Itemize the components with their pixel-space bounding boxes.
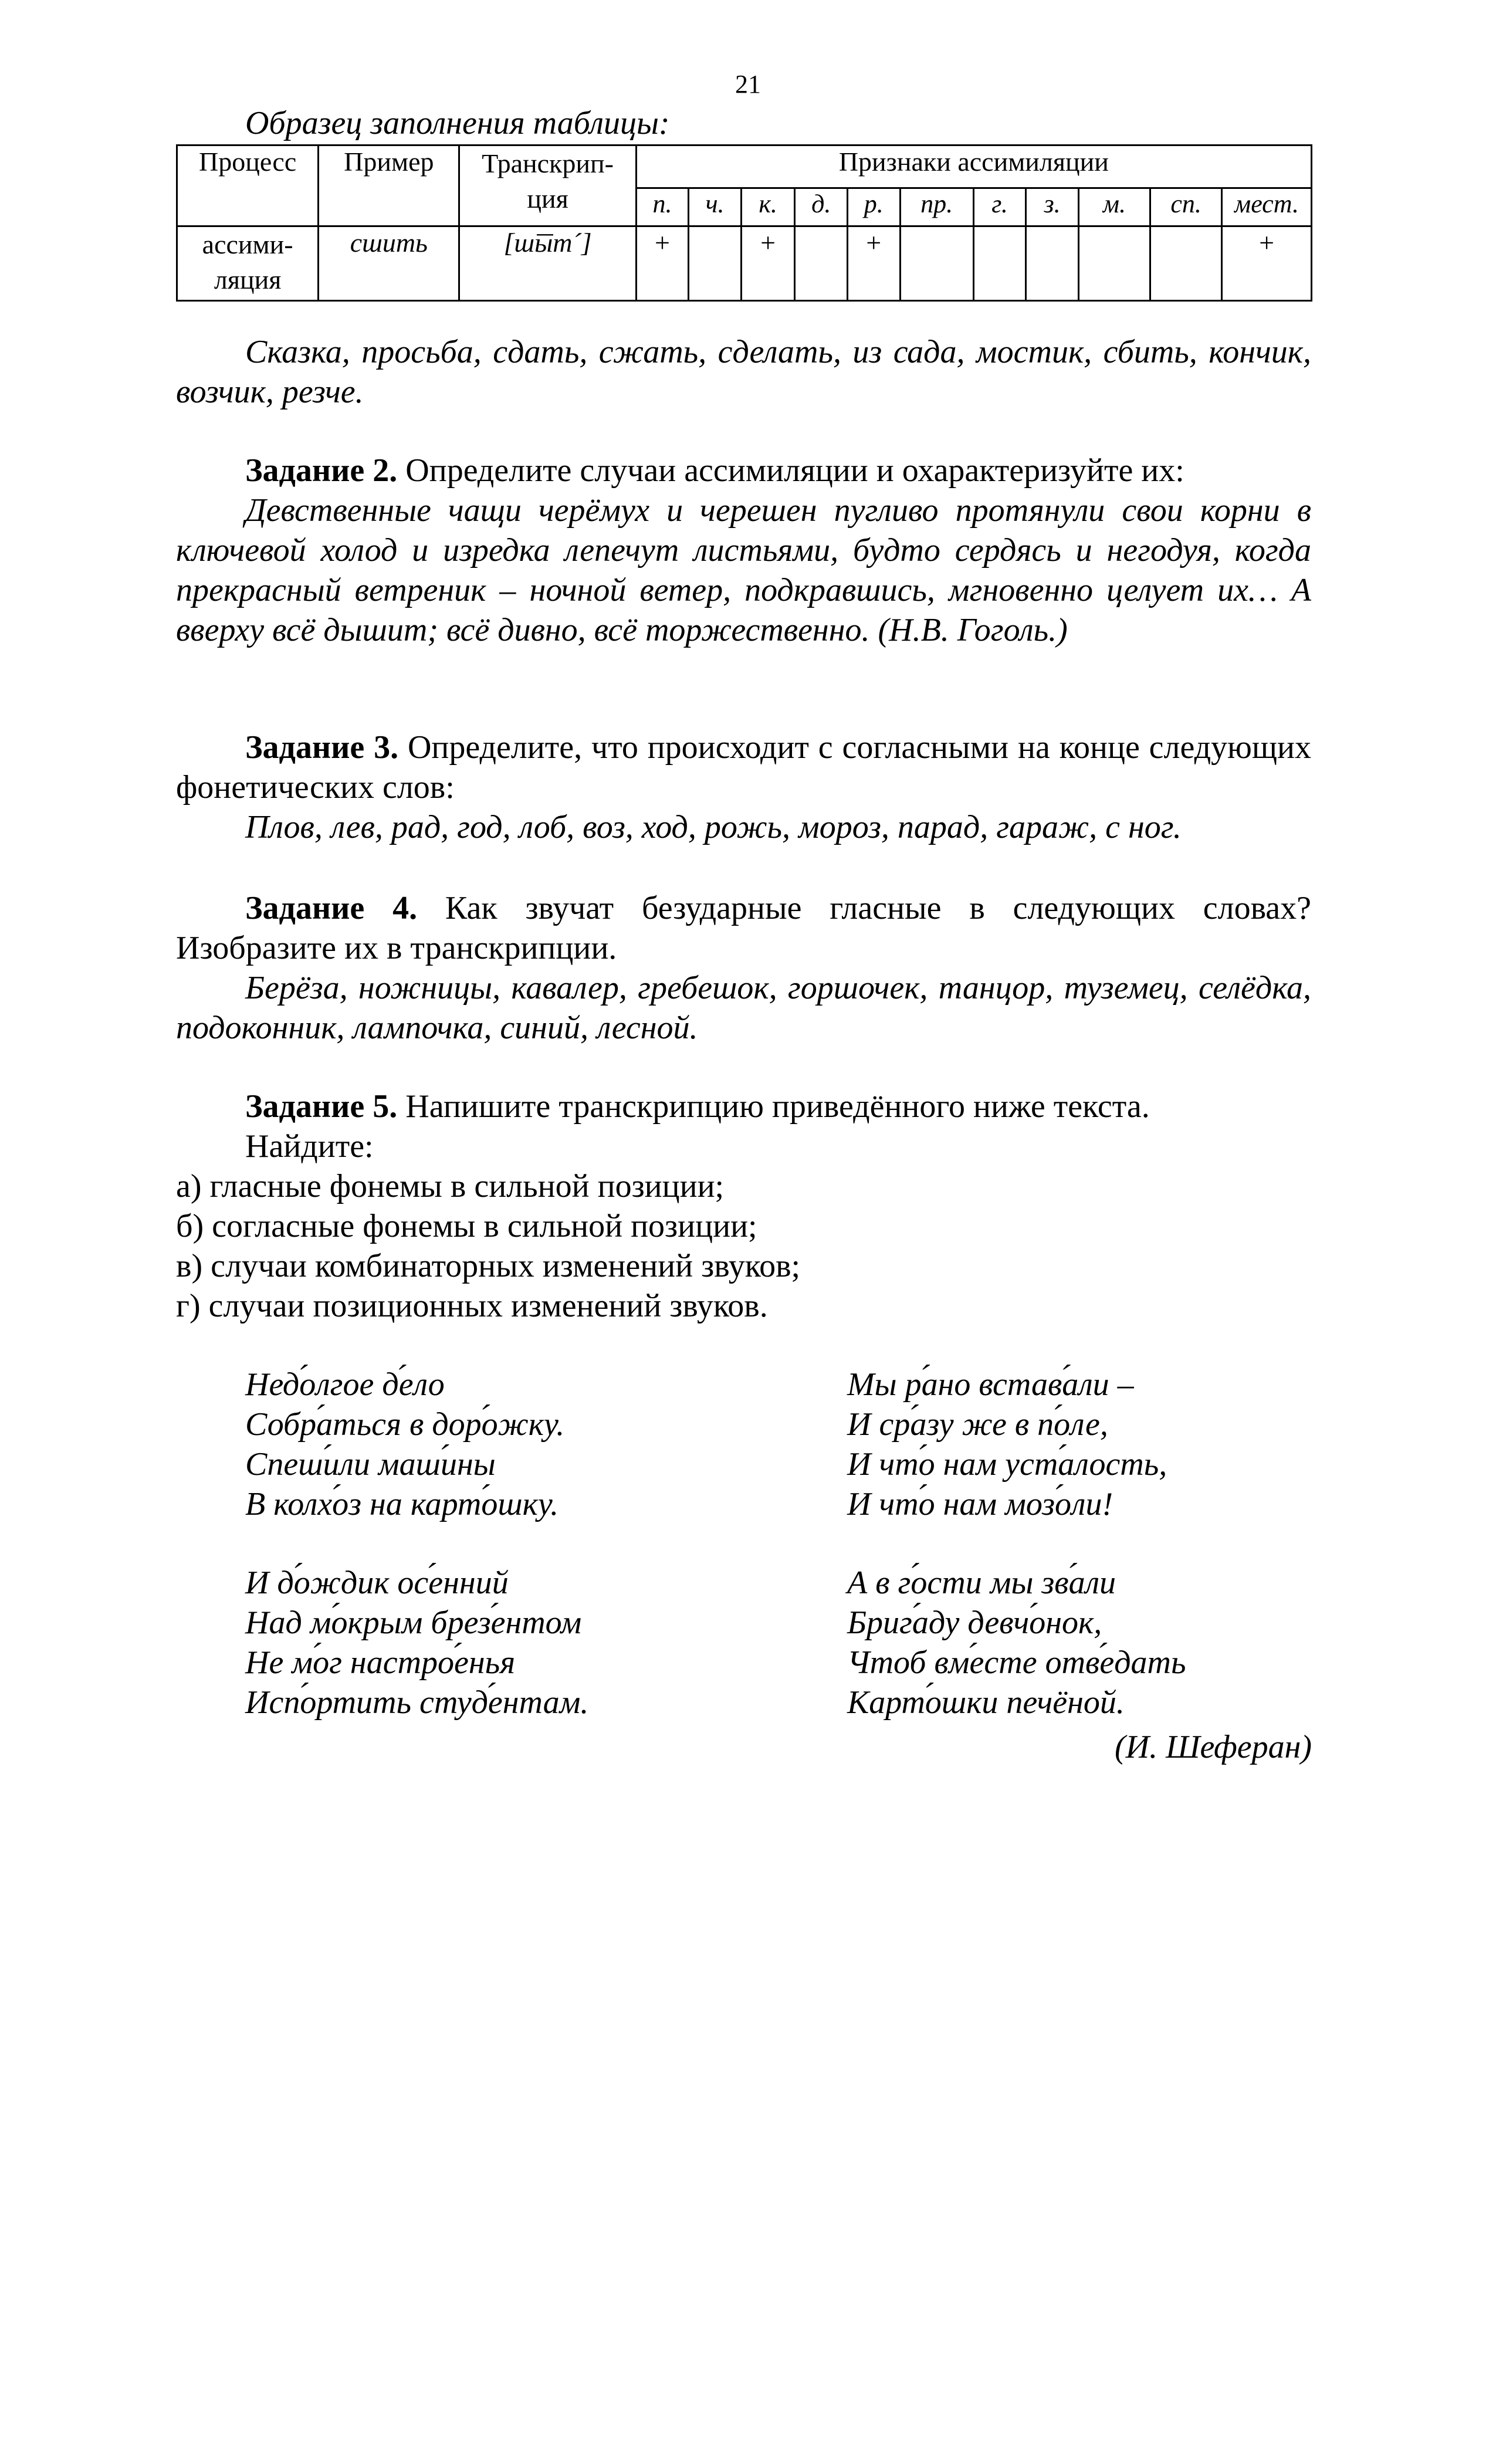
poem-line: Испо ́ртить студе ́нтам. [245, 1683, 588, 1722]
poem-line: Мы ра ́но встава ́ли – [847, 1365, 1167, 1404]
sub-header-cell: к. [741, 188, 795, 226]
task-4-text: Как звучат безударные гласные в следующих словах? Изобразите их в транскрипции. [176, 890, 1311, 966]
words-list [176, 332, 1311, 412]
poem-line: Брига ́ду девчо ́нок, [847, 1603, 1186, 1643]
header-example: Пример [319, 145, 459, 226]
task-4-heading [176, 888, 1311, 968]
task-3-heading [176, 727, 1311, 807]
poem-line: И сра ́зу же в по ́ле, [847, 1404, 1167, 1444]
sub-header-cell: р. [848, 188, 901, 226]
assimilation-table [176, 144, 1312, 302]
table-row [177, 226, 1312, 301]
header-process: Процесс [177, 145, 319, 226]
task-5-label: Задание 5. [245, 1088, 398, 1125]
task-2 [176, 451, 1311, 650]
poem-line: Чтоб вме ́сте отве ́дать [847, 1643, 1186, 1683]
sub-header-cell: пр. [900, 188, 973, 226]
header-transcription-line2: ция [527, 184, 568, 214]
sub-header-cell: м. [1078, 188, 1150, 226]
header-transcription [459, 145, 636, 226]
sub-header-cell: г. [973, 188, 1026, 226]
poem-line: Не мо ́г настрое ́нья [245, 1643, 588, 1683]
task-2-quote: Девственные чащи черёмух и черешен пугливо протянули свои корни в ключевой холод и изредка лепечут листьями, будто сердясь и негодуя, когда прекрасный ветреник – ночной ветер, подкравшись, мгновенно целует их… А вверху всё дышит; всё дивно, всё торжественно. (Н.В. Гоголь.) [176, 492, 1311, 648]
mark-cell [1150, 226, 1222, 301]
poem-author: (И. Шеферан) [1115, 1729, 1312, 1765]
task-2-heading [176, 451, 1311, 490]
row-transcription: [ш͞ыт´] [459, 226, 636, 301]
header-transcription-line1: Транскрип- [482, 148, 614, 178]
mark-cell [973, 226, 1026, 301]
task-4-label: Задание 4. [245, 890, 418, 926]
poem-line: И что ́ нам мозо ́ли! [847, 1484, 1167, 1524]
mark-cell [900, 226, 973, 301]
sub-header-cell: мест. [1222, 188, 1312, 226]
task-2-label: Задание 2. [245, 452, 398, 489]
task-5 [176, 1087, 1311, 1326]
poem-line: И до ́ждик осе ́нний [245, 1563, 588, 1603]
poem-line: И что ́ нам уста ́лость, [847, 1444, 1167, 1484]
task-4-words: Берёза, ножницы, кавалер, гребешок, горшочек, танцор, туземец, селёдка, подоконник, лампочка, синий, лесной. [176, 970, 1311, 1046]
mark-cell [1026, 226, 1079, 301]
poem-right-stanza-2 [847, 1563, 1186, 1722]
poem-left-stanza-1 [245, 1365, 564, 1524]
row-process [177, 226, 319, 301]
task-5-heading [176, 1087, 1311, 1126]
sub-header-cell: п. [636, 188, 689, 226]
poem-line: Собра ́ться в доро ́жку. [245, 1404, 564, 1444]
sample-caption: Образец заполнения таблицы: [245, 105, 670, 141]
page-number: 21 [735, 70, 761, 99]
sub-header-cell: ч. [689, 188, 742, 226]
row-process-line2: ляция [214, 265, 282, 295]
sub-header-cell: з. [1026, 188, 1079, 226]
task-3-text: Определите, что происходит с согласными на конце следующих фонетических слов: [176, 729, 1311, 805]
task-3 [176, 727, 1311, 847]
poem-line: В колхо ́з на карто ́шку. [245, 1484, 564, 1524]
task-5-find: Найдите: [245, 1128, 374, 1165]
task-5-text: Напишите транскрипцию приведённого ниже текста. [397, 1088, 1150, 1125]
task-2-text: Определите случаи ассимиляции и охарактеризуйте их: [397, 452, 1184, 489]
task-5-item-c: в) случаи комбинаторных изменений звуков; [176, 1248, 801, 1284]
poem-line: Спеши ́ли маши ́ны [245, 1444, 564, 1484]
poem-line: А в го ́сти мы зва ́ли [847, 1563, 1186, 1603]
header-signs: Признаки ассимиляции [636, 145, 1311, 188]
mark-cell: + [1222, 226, 1312, 301]
poem-left-stanza-2 [245, 1563, 588, 1722]
sub-header-cell: д. [795, 188, 848, 226]
task-5-item-a: а) гласные фонемы в сильной позиции; [176, 1168, 725, 1204]
task-3-words: Плов, лев, рад, год, лоб, воз, ход, рожь, мороз, парад, гараж, с ног. [245, 809, 1182, 845]
words-list-text: Сказка, просьба, сдать, сжать, сделать, из сада, мостик, сбить, кончик, возчик, резче. [176, 334, 1311, 410]
mark-cell [689, 226, 742, 301]
task-5-item-d: г) случаи позиционных изменений звуков. [176, 1288, 768, 1324]
mark-cell: + [848, 226, 901, 301]
poem-line: Над мо ́крым брезе ́нтом [245, 1603, 588, 1643]
task-5-item-b: б) согласные фонемы в сильной позиции; [176, 1208, 757, 1244]
mark-cell [1078, 226, 1150, 301]
mark-cell [795, 226, 848, 301]
mark-cell: + [741, 226, 795, 301]
row-example: сшить [319, 226, 459, 301]
poem-right-stanza-1 [847, 1365, 1167, 1524]
task-4 [176, 888, 1311, 1048]
mark-cell: + [636, 226, 689, 301]
poem-line: Недо ́лгое де ́ло [245, 1365, 564, 1404]
poem-line: Карто ́шки печёной. [847, 1683, 1186, 1722]
row-process-line1: ассими- [202, 229, 293, 259]
sub-header-cell: сп. [1150, 188, 1222, 226]
task-3-label: Задание 3. [245, 729, 399, 766]
